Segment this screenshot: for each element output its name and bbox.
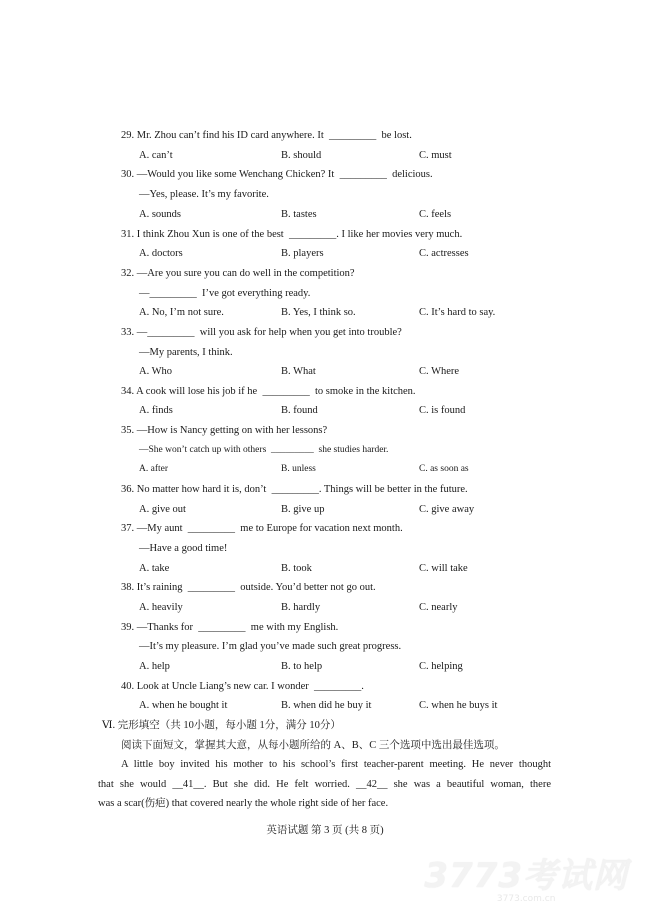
question-30-response: —Yes, please. It’s my favorite.: [139, 189, 269, 200]
question-38-option-a: A. heavily: [139, 602, 183, 613]
watermark-title: 3773考试网: [424, 856, 628, 896]
question-40-stem: 40. Look at Uncle Liang’s new car. I wonder _________.: [121, 681, 364, 692]
question-32-option-a: A. No, I’m not sure.: [139, 307, 224, 318]
watermark-url: 3773.com.cn: [496, 894, 556, 904]
question-40-option-a: A. when he bought it: [139, 700, 228, 711]
question-29-stem: 29. Mr. Zhou can’t find his ID card anywhere. It _________ be lost.: [121, 130, 412, 141]
watermark-logo: [424, 858, 628, 904]
question-33-option-b: B. What: [281, 366, 316, 377]
question-33-response: —My parents, I think.: [139, 347, 233, 358]
question-29-option-c: C. must: [419, 150, 452, 161]
question-38-option-c: C. nearly: [419, 602, 458, 613]
question-36-stem: 36. No matter how hard it is, don’t _________. Things will be better in the future.: [121, 484, 468, 495]
question-38-stem: 38. It’s raining _________ outside. You’d better not go out.: [121, 582, 376, 593]
passage-line-2-start: that she would: [98, 779, 173, 790]
page-footer: 英语试题 第 3 页 (共 8 页): [266, 825, 384, 836]
passage-line-2: [98, 778, 551, 791]
blank-42: __42__: [355, 779, 388, 790]
question-36-option-b: B. give up: [281, 504, 325, 515]
question-32-option-b: B. Yes, I think so.: [281, 307, 356, 318]
question-36-option-a: A. give out: [139, 504, 186, 515]
blank-41: __41__: [172, 779, 204, 790]
question-37-response: —Have a good time!: [139, 543, 228, 554]
question-32-option-c: C. It’s hard to say.: [419, 307, 496, 318]
passage-line-1: A little boy invited his mother to his school’s first teacher-parent meeting. He never thought: [121, 759, 551, 770]
question-31-option-b: B. players: [281, 248, 324, 259]
question-34-option-b: B. found: [281, 405, 318, 416]
question-38-option-b: B. hardly: [281, 602, 321, 613]
passage-line-3: was a scar(伤疤) that covered nearly the whole right side of her face.: [98, 798, 389, 809]
question-30-option-c: C. feels: [419, 209, 452, 220]
question-34-stem: 34. A cook will lose his job if he _________ to smoke in the kitchen.: [121, 386, 416, 397]
section-instruction: 阅读下面短文，掌握其大意，从每小题所给的 A、B、C 三个选项中选出最佳选项。: [121, 740, 505, 751]
question-37-option-c: C. will take: [419, 563, 468, 574]
question-30-option-b: B. tastes: [281, 209, 317, 220]
question-31-option-c: C. actresses: [419, 248, 469, 259]
question-39-response: —It’s my pleasure. I’m glad you’ve made such great progress.: [139, 641, 402, 652]
question-31-stem: 31. I think Zhou Xun is one of the best _________. I like her movies very much.: [121, 229, 463, 240]
question-39-option-b: B. to help: [281, 661, 323, 672]
question-39-option-c: C. helping: [419, 661, 463, 672]
passage-line-2-middle: . But she did. He felt worried.: [203, 779, 356, 790]
question-34-option-a: A. finds: [139, 405, 173, 416]
question-35-response: —She won’t catch up with others _________ she studies harder.: [139, 445, 389, 455]
question-29-option-a: A. can’t: [139, 150, 173, 161]
question-35-option-a: A. after: [139, 464, 169, 474]
question-35-stem: 35. —How is Nancy getting on with her lessons?: [121, 425, 328, 436]
question-30-stem: 30. —Would you like some Wenchang Chicken? It _________ delicious.: [121, 169, 433, 180]
question-33-option-a: A. Who: [139, 366, 173, 377]
question-35-option-c: C. as soon as: [419, 464, 469, 474]
question-35-option-b: B. unless: [281, 464, 316, 474]
question-37-stem: 37. —My aunt _________ me to Europe for vacation next month.: [121, 523, 403, 534]
question-37-option-b: B. took: [281, 563, 312, 574]
section-heading: Ⅵ. 完形填空（共 10小题，每小题 1分，满分 10分）: [102, 720, 341, 731]
question-29-option-b: B. should: [281, 150, 322, 161]
question-31-option-a: A. doctors: [139, 248, 183, 259]
question-30-option-a: A. sounds: [139, 209, 182, 220]
question-40-option-b: B. when did he buy it: [281, 700, 372, 711]
question-32-stem: 32. —Are you sure you can do well in the competition?: [121, 268, 355, 279]
question-39-stem: 39. —Thanks for _________ me with my English.: [121, 622, 339, 633]
question-33-option-c: C. Where: [419, 366, 460, 377]
question-34-option-c: C. is found: [419, 405, 466, 416]
question-37-option-a: A. take: [139, 563, 170, 574]
question-36-option-c: C. give away: [419, 504, 475, 515]
question-39-option-a: A. help: [139, 661, 170, 672]
question-40-option-c: C. when he buys it: [419, 700, 498, 711]
question-33-stem: 33. —_________ will you ask for help when you get into trouble?: [121, 327, 402, 338]
question-32-response: —_________ I’ve got everything ready.: [139, 288, 311, 299]
passage-line-2-end: she was a beautiful woman, there: [387, 779, 551, 790]
